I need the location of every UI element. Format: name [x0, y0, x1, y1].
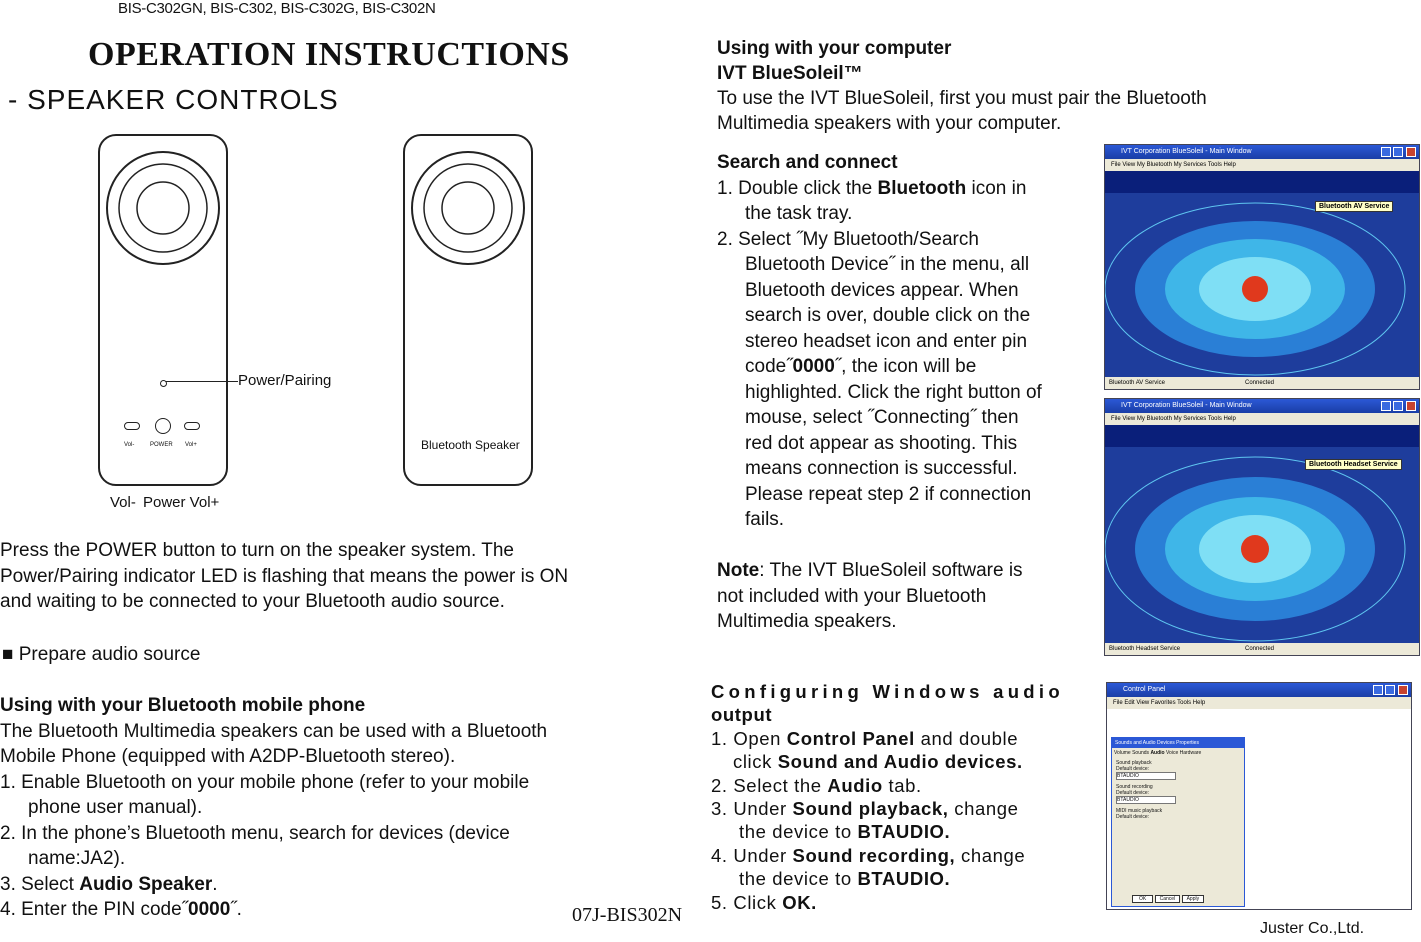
vol-minus-label: Vol- [110, 494, 136, 511]
vol-minus-button[interactable] [124, 422, 140, 430]
power-pairing-leader-line [166, 381, 238, 382]
woofer-left-icon [100, 148, 226, 268]
midi-group: MIDI music playback Default device: [1116, 808, 1163, 820]
recording-select[interactable]: BTAUDIO [1116, 796, 1176, 804]
status-bar: Bluetooth Headset Service Connected [1105, 643, 1419, 655]
dialog-title: Sounds and Audio Devices Properties [1112, 738, 1244, 748]
menu-bar: File View My Bluetooth My Services Tools Help [1105, 159, 1419, 171]
vol-plus-small-label: Vol+ [185, 442, 197, 448]
menu-bar: File View My Bluetooth My Services Tools Help [1105, 413, 1419, 425]
phone-heading: Using with your Bluetooth mobile phone [0, 695, 366, 716]
configure-windows-section: Configuring Windows audio output 1. Open Control Panel and double click Sound and Audio devices. 2. Select the Audio tab. 3. Under Sound playback, change the device to BTAUDIO. 4. Under Sound recording, change the device to BTAUDIO. 5. Click OK. [711, 681, 1064, 913]
cancel-button[interactable]: Cancel [1155, 895, 1181, 903]
power-pairing-label: Power/Pairing [238, 372, 332, 389]
bluesoleil-screenshot-headset [1104, 398, 1420, 656]
woofer-right-icon [405, 148, 531, 268]
apply-button[interactable]: Apply [1182, 895, 1205, 903]
service-tooltip: Bluetooth Headset Service [1305, 459, 1402, 470]
window-title: IVT Corporation BlueSoleil - Main Window [1105, 145, 1419, 159]
window-title: Control Panel [1107, 683, 1411, 697]
minimize-icon [1373, 685, 1383, 695]
document-code: 07J-BIS302N [572, 904, 683, 926]
maximize-icon [1393, 401, 1403, 411]
prepare-audio-source: ■ Prepare audio source [2, 644, 201, 665]
maximize-icon [1393, 147, 1403, 157]
bluetooth-orbit-icon [1105, 447, 1420, 643]
model-numbers: BIS-C302GN, BIS-C302, BIS-C302G, BIS-C302N [118, 0, 436, 17]
sound-dialog [1111, 737, 1245, 907]
power-button[interactable] [155, 418, 171, 434]
control-panel-icons [1249, 723, 1409, 909]
note-section: Note: The IVT BlueSoleil software is not included with your Bluetooth Multimedia speakers. [717, 560, 1023, 632]
playback-select[interactable]: BTAUDIO [1116, 772, 1176, 780]
recording-group: Sound recording Default device: BTAUDIO [1112, 782, 1244, 806]
service-tooltip: Bluetooth AV Service [1315, 201, 1393, 212]
speaker-left [98, 134, 228, 486]
menu-bar: File Edit View Favorites Tools Help [1107, 697, 1411, 709]
bluesoleil-screenshot-av [1104, 144, 1420, 390]
vol-minus-small-label: Vol- [124, 442, 135, 448]
vol-plus-button[interactable] [184, 422, 200, 430]
minimize-icon [1381, 147, 1391, 157]
search-connect-section: Search and connect 1. Double click the Bluetooth icon in the task tray. 2. Select ˝My Bluetooth/Search Bluetooth Device˝ in the menu, all Bluetooth devices appear. When search is over, double click on the stereo headset icon and enter pin code˝0000˝, the icon will be highlighted. Click the right button of mouse, select ˝Connecting˝ then red dot appear as shooting. This means connection is successful. Please repeat step 2 if connection fails. [717, 152, 1042, 530]
window-title: IVT Corporation BlueSoleil - Main Window [1105, 399, 1419, 413]
ok-button[interactable]: OK [1132, 895, 1153, 903]
control-panel-screenshot [1106, 682, 1412, 910]
close-icon [1406, 147, 1416, 157]
intro-paragraph: Press the POWER button to turn on the speaker system. The Power/Pairing indicator LED is flashing that means the power is ON and waiting to be connected to your Bluetooth audio source. [0, 540, 569, 612]
power-small-label: POWER [150, 442, 173, 448]
section-title: - SPEAKER CONTROLS [8, 84, 339, 115]
status-bar: Bluetooth AV Service Connected [1105, 377, 1419, 389]
power-vol-plus-label: Power Vol+ [143, 494, 220, 511]
minimize-icon [1381, 401, 1391, 411]
playback-group: Sound playback Default device: BTAUDIO [1112, 758, 1244, 782]
close-icon [1398, 685, 1408, 695]
bluetooth-speaker-label: Bluetooth Speaker [421, 438, 520, 452]
page-title: OPERATION INSTRUCTIONS [88, 36, 570, 73]
maximize-icon [1385, 685, 1395, 695]
dialog-tabs: Volume Sounds Audio Voice Hardware [1114, 750, 1202, 756]
service-toolbar [1105, 171, 1419, 193]
computer-section: Using with your computer IVT BlueSoleil™ To use the IVT BlueSoleil, first you must pair the Bluetooth Multimedia speakers with your computer. [717, 38, 1207, 134]
phone-section: Using with your Bluetooth mobile phone The Bluetooth Multimedia speakers can be used with a Bluetooth Mobile Phone (equipped with A2DP-Bluetooth stereo). 1. Enable Bluetooth on your mobile phone (refer to your mobile phone user manual). 2. In the phone’s Bluetooth menu, search for devices (device name:JA2). 3. Select Audio Speaker. 4. Enter the PIN code˝0000˝. [0, 693, 690, 923]
service-toolbar [1105, 425, 1419, 447]
bluetooth-orbit-icon [1105, 193, 1420, 377]
close-icon [1406, 401, 1416, 411]
speaker-right [403, 134, 533, 486]
company-name: Juster Co.,Ltd. [1260, 920, 1365, 937]
